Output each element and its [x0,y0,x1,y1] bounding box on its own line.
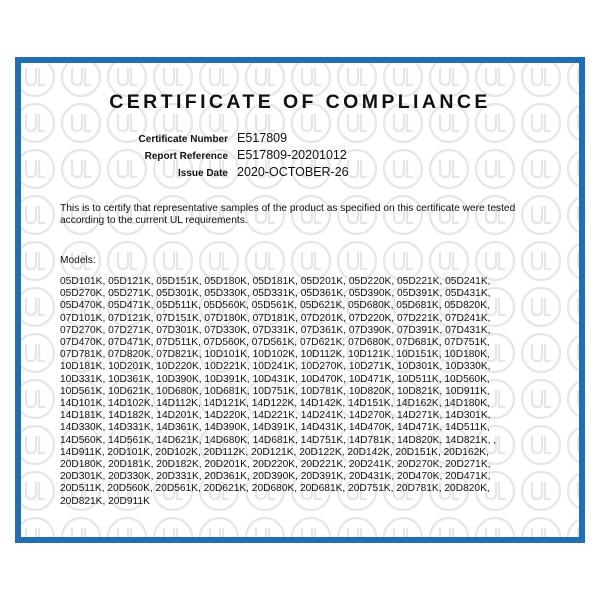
models-line: 14D181K, 14D182K, 14D201K, 14D220K, 14D221K, 14D241K, 14D270K, 14D271K, 14D301K, [60,410,491,422]
certificate-content [21,63,579,537]
models-line: 07D781K, 07D820K, 07D821K, 10D101K, 10D102K, 10D112K, 10D121K, 10D151K, 10D180K, [60,349,490,361]
models-label: Models: [60,255,96,266]
models-list [60,276,530,508]
certificate-number-value: E517809 [237,131,288,145]
issue-date-label: Issue Date [177,168,228,179]
certificate-details [21,131,579,182]
report-reference-value: E517809-20201012 [237,148,347,162]
certification-statement: This is to certify that representative samples of the product as specified on this certificate were tested according to the current UL requirements. [60,203,516,226]
models-line: 07D470K, 07D471K, 07D511K, 07D560K, 07D561K, 07D621K, 07D680K, 07D681K, 07D751K, [60,337,490,349]
issue-date-row [21,165,579,182]
report-reference-label: Report Reference [144,151,228,162]
models-line: 10D561K, 10D621K, 10D680K, 10D681K, 10D751K, 10D781K, 10D820K, 10D821K, 10D911K, [60,385,490,397]
models-line: 10D331K, 10D361K, 10D390K, 10D391K, 10D431K, 10D470K, 10D471K, 10D511K, 10D560K, [60,373,490,385]
models-line: 14D101K, 14D102K, 14D112K, 14D121K, 14D122K, 14D142K, 14D151K, 14D162K, 14D180K, [60,398,490,410]
certificate-number-label: Certificate Number [138,134,228,145]
models-line: 14D330K, 14D331K, 14D361K, 14D390K, 14D391K, 14D431K, 14D470K, 14D471K, 14D511K, [60,422,490,434]
models-line: 07D270K, 07D271K, 07D301K, 07D330K, 07D331K, 07D361K, 07D390K, 07D391K, 07D431K, [60,324,491,336]
models-line: 05D470K, 05D471K, 05D511K, 05D560K, 05D561K, 05D621K, 05D680K, 05D681K, 05D820K, [60,300,490,312]
report-reference-row [21,148,579,165]
models-line: 14D911K, 20D101K, 20D102K, 20D112K, 20D121K, 20D122K, 20D142K, 20D151K, 20D162K, [60,446,489,458]
models-line: 05D101K, 05D121K, 05D151K, 05D180K, 05D181K, 05D201K, 05D220K, 05D221K, 05D241K, [60,276,491,287]
models-line: 20D511K, 20D560K, 20D561K, 20D621K, 20D680K, 20D681K, 20D751K, 20D781K, 20D820K, [60,483,490,495]
certificate-number-row [21,131,579,148]
certificate-title: CERTIFICATE OF COMPLIANCE [109,91,491,113]
models-line: 20D821K, 20D911K [60,495,150,507]
models-line: 07D101K, 07D121K, 07D151K, 07D180K, 07D181K, 07D201K, 07D220K, 07D221K, 07D241K, [60,312,491,324]
models-line: 05D270K, 05D271K, 05D301K, 05D330K, 05D331K, 05D361K, 05D390K, 05D391K, 05D431K, [60,288,491,300]
models-line: 20D301K, 20D330K, 20D331K, 20D361K, 20D390K, 20D391K, 20D431K, 20D470K, 20D471K, [60,471,491,483]
models-line: 14D560K, 14D561K, 14D621K, 14D680K, 14D681K, 14D751K, 14D781K, 14D820K, 14D821K, , [60,434,497,446]
issue-date-value: 2020-OCTOBER-26 [237,165,349,179]
models-line: 20D180K, 20D181K, 20D182K, 20D201K, 20D220K, 20D221K, 20D241K, 20D270K, 20D271K, [60,459,491,471]
certificate-frame [15,57,585,543]
models-line: 10D181K, 10D201K, 10D220K, 10D221K, 10D241K, 10D270K, 10D271K, 10D301K, 10D330K, [60,361,491,373]
